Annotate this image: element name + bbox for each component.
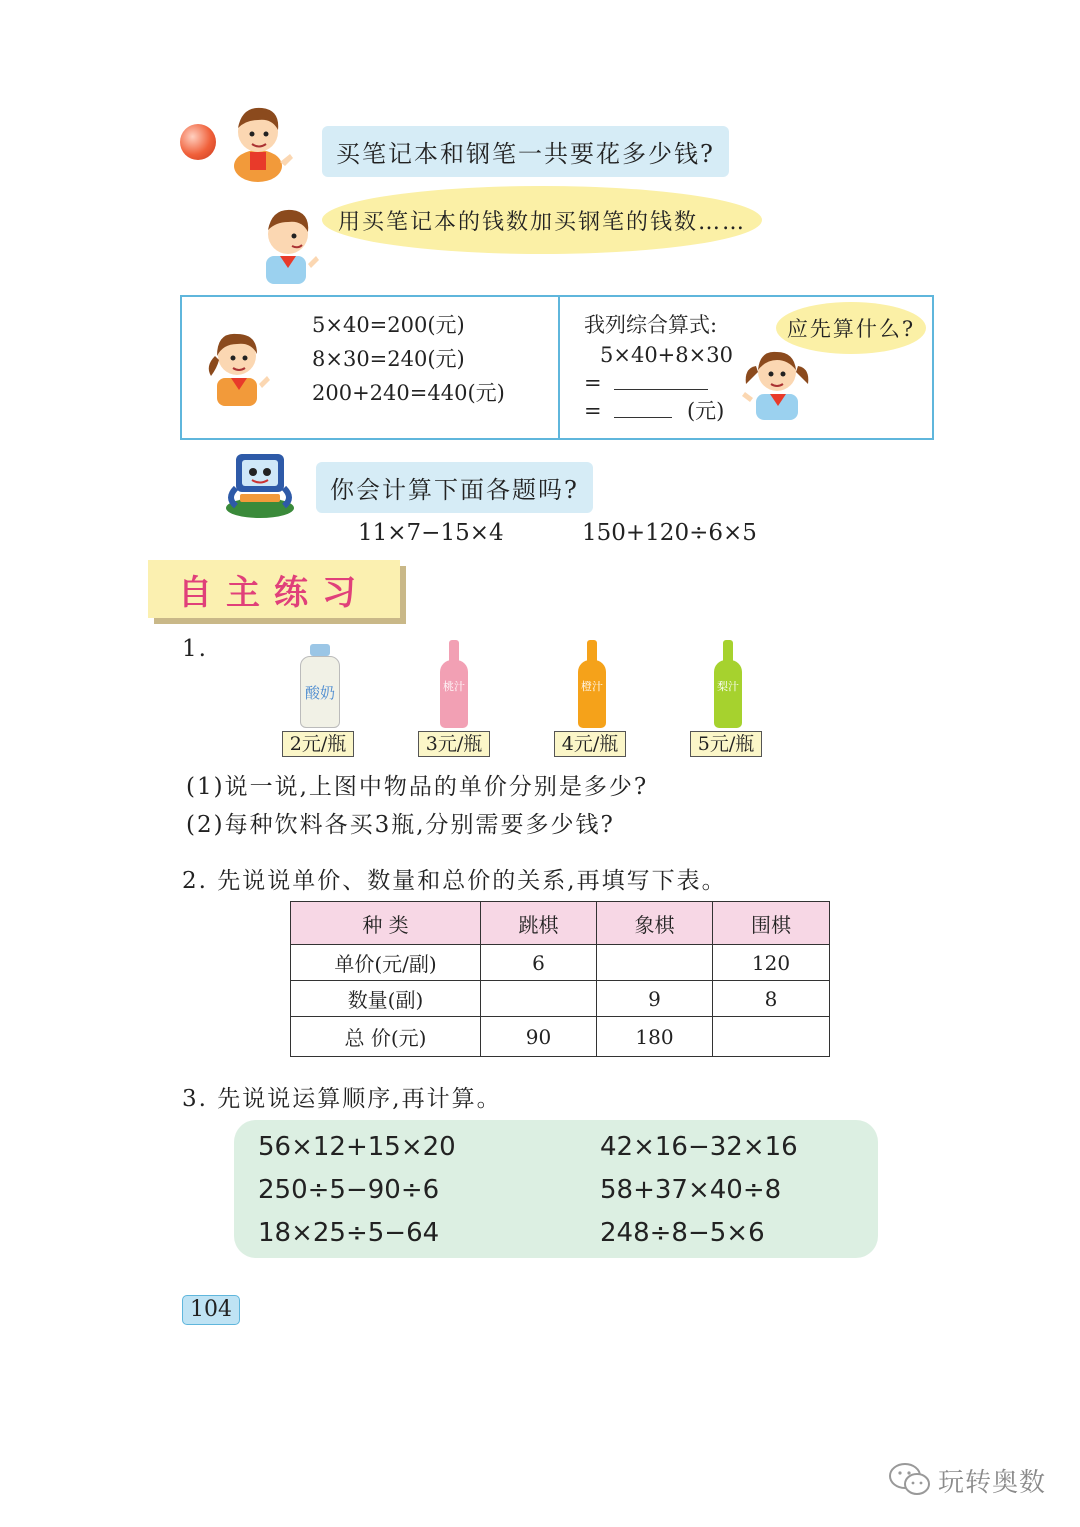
bottle-label: 橙汁	[581, 680, 603, 693]
price-tag-peach: 3元/瓶	[418, 731, 490, 757]
answer-bubble: 用买笔记本的钱数加买钢笔的钱数……	[322, 186, 762, 254]
unit-label: (元)	[686, 399, 725, 423]
price-tag-yogurt: 2元/瓶	[282, 731, 354, 757]
calc-left-1: 56×12+15×20	[258, 1132, 456, 1162]
bottle-label: 酸奶	[304, 684, 335, 702]
equals-sign: =	[584, 371, 602, 395]
answer-blank[interactable]	[614, 370, 708, 390]
section-marker-icon	[180, 124, 216, 160]
price-tag-pear: 5元/瓶	[690, 731, 762, 757]
practice-title-text: 自主练习	[178, 572, 370, 613]
table-row-label: 数量(副)	[290, 980, 481, 1017]
table-cell: 120	[712, 944, 830, 981]
bottle-pear	[712, 640, 744, 728]
table-blank-cell[interactable]	[712, 1016, 830, 1057]
exercise-1-sub-1: (1)说一说,上图中物品的单价分别是多少?	[186, 774, 649, 800]
left-equation-1: 5×40=200(元)	[312, 313, 465, 337]
bottle-yogurt	[298, 644, 342, 728]
table-header-cell: 跳棋	[480, 901, 597, 945]
bottle-peach	[438, 640, 470, 728]
table-header-cell: 围棋	[712, 901, 830, 945]
girl-icon	[205, 322, 275, 406]
watermark-text: 玩转奥数	[938, 1468, 1047, 1498]
girl-pigtails-icon	[740, 340, 814, 420]
calc-right-1: 42×16−32×16	[600, 1132, 798, 1162]
try-expression-1: 11×7−15×4	[358, 520, 504, 546]
calc-left-3: 18×25÷5−64	[258, 1218, 440, 1248]
table-cell: 6	[480, 944, 597, 981]
table-cell: 180	[596, 1016, 713, 1057]
left-equation-3: 200+240=440(元)	[312, 381, 505, 405]
calc-right-3: 248÷8−5×6	[600, 1218, 765, 1248]
table-cell: 8	[712, 980, 830, 1017]
calc-right-2: 58+37×40÷8	[600, 1175, 782, 1205]
practice-title	[148, 560, 400, 618]
table-blank-cell[interactable]	[480, 980, 597, 1017]
table-cell: 90	[480, 1016, 597, 1057]
exercise-1-number: 1.	[182, 636, 208, 662]
computer-mascot-icon	[222, 448, 298, 520]
page-number: 104	[182, 1295, 240, 1325]
answer-blank[interactable]	[614, 398, 672, 418]
table-header-cell: 象棋	[596, 901, 713, 945]
left-equation-2: 8×30=240(元)	[312, 347, 465, 371]
exercise-3-title: 3. 先说说运算顺序,再计算。	[182, 1086, 502, 1112]
bottle-label: 梨汁	[717, 680, 739, 693]
table-row-label: 单价(元/副)	[290, 944, 481, 981]
table-row-label: 总 价(元)	[290, 1016, 481, 1057]
bottle-label: 桃汁	[443, 680, 465, 693]
try-expression-2: 150+120÷6×5	[582, 520, 757, 546]
calc-left-2: 250÷5−90÷6	[258, 1175, 440, 1205]
wechat-icon	[888, 1462, 932, 1498]
what-first-bubble: 应先算什么?	[776, 302, 926, 354]
table-cell: 9	[596, 980, 713, 1017]
combined-formula-title: 我列综合算式:	[584, 313, 718, 337]
try-bubble: 你会计算下面各题吗?	[316, 462, 593, 513]
table-blank-cell[interactable]	[596, 944, 713, 981]
question-bubble: 买笔记本和钢笔一共要花多少钱?	[322, 126, 729, 177]
blank-line-2	[584, 394, 724, 428]
equals-sign: =	[584, 399, 602, 423]
method-divider	[558, 297, 560, 438]
exercise-1-sub-2: (2)每种饮料各买3瓶,分别需要多少钱?	[186, 812, 615, 838]
table-header-cell: 种 类	[290, 901, 481, 945]
boy-side-icon	[258, 204, 324, 284]
price-tag-orange: 4元/瓶	[554, 731, 626, 757]
combined-formula-expr: 5×40+8×30	[600, 343, 733, 367]
exercise-2-title: 2. 先说说单价、数量和总价的关系,再填写下表。	[182, 868, 727, 894]
price-table	[290, 901, 830, 1057]
bottle-orange	[576, 640, 608, 728]
boy-icon	[228, 100, 298, 182]
